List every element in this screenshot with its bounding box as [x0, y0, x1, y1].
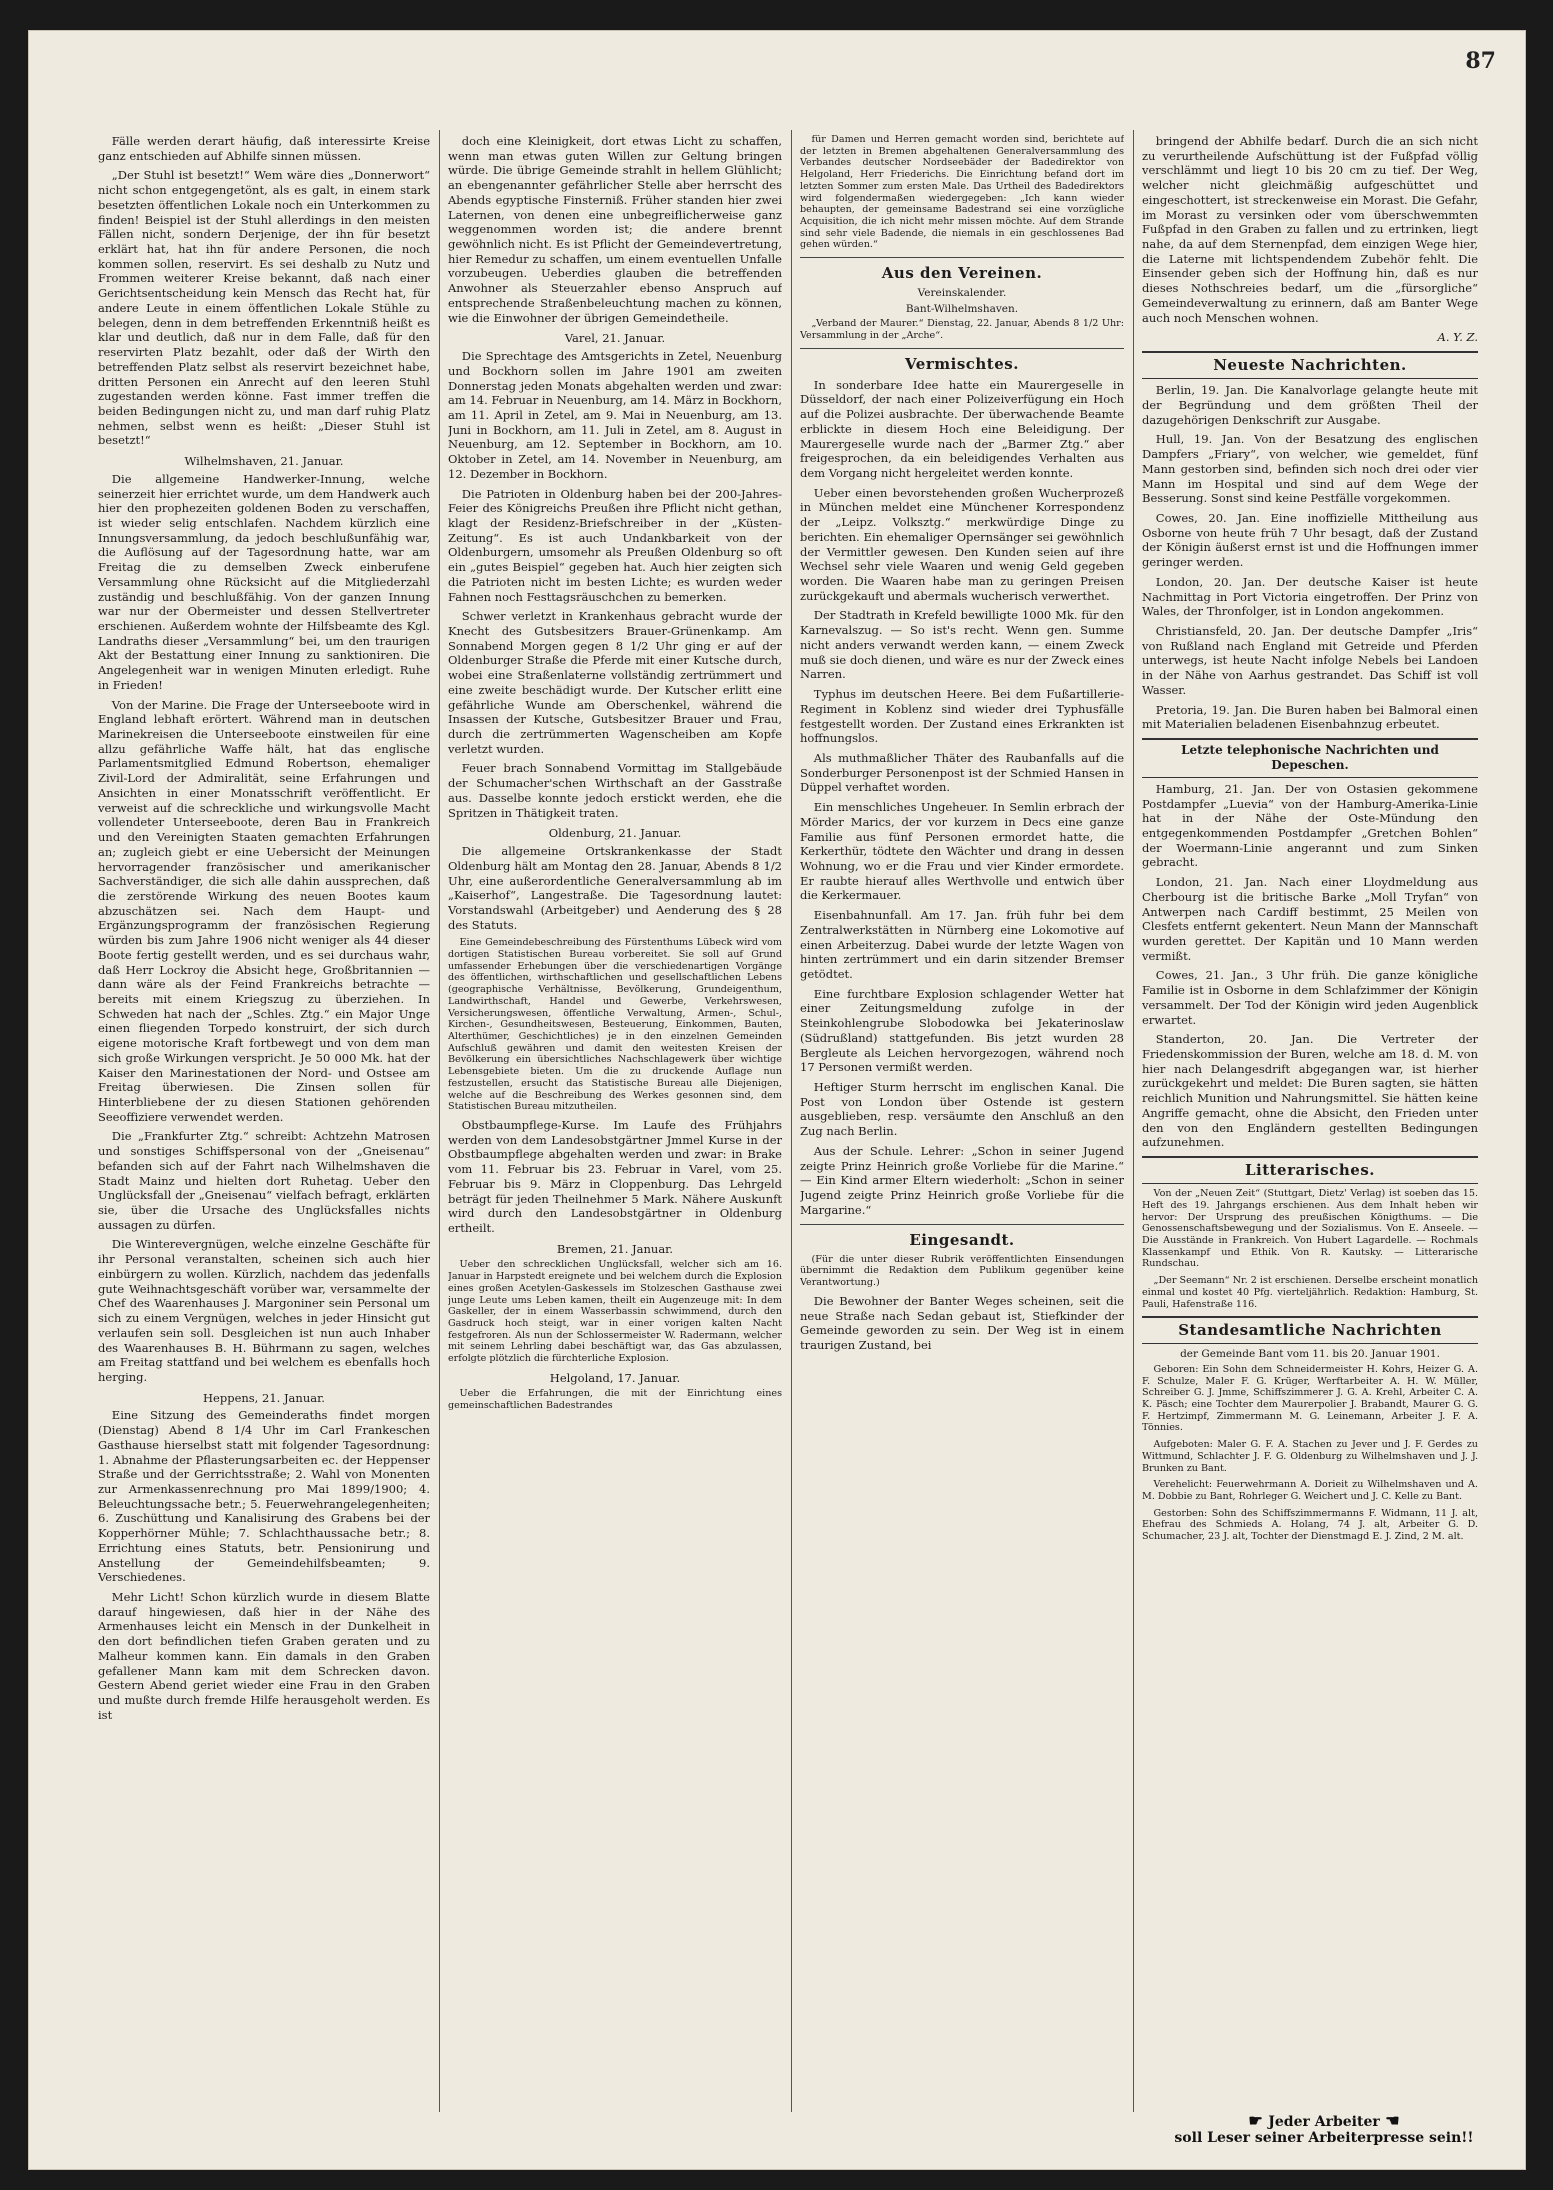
depesche-standerton: Standerton, 20. Jan. Die Vertreter der Friedenskommission der Buren, welche am 18. d. M. von hier nach Delangesdrift abgegangen war, ist hierher zurückgekehrt und meldet: Die Buren sagten, sie hätten reichlich Munition und Nahrungsmittel. Sie hätten keine Angriffe gemacht, ohne die Absicht, den Frieden unter den von den Engländern gestellten Bedingungen aufzunehmen. — [1142, 1032, 1478, 1150]
article-gemeinderath: Eine Sitzung des Gemeinderaths findet morgen (Dienstag) Abend 8 1/4 Uhr im Carl Frankeschen Gasthause hierselbst statt mit folgender Tagesordnung: 1. Abnahme der Pflasterungsarbeiten ec. der Heppenser Straße und der Gerrichtsstraße; 2. Wahl von Monenten zur Armenkassenrechnung pro Mai 1899/1900; 4. Beleuchtungssache betr.; 5. Feuerwehrangelegenheiten; 6. Zuschüttung und Kanalisirung des Grabens bei der Kopperhörner Mühle; 7. Schlachthaussache betr.; 8. Errichtung eines Statuts, betr. Pensionirung und Anstellung der Gemeindehilfsbeamten; 9. Verschiedenes. — [98, 1408, 430, 1585]
article-typhus: Typhus im deutschen Heere. Bei dem Fußartillerie-Regiment in Koblenz sind wieder drei Typhusfälle festgestellt worden. Der Zustand eines Erkrankten ist hoffnungslos. — [800, 687, 1124, 746]
section-heading-standesamt: Standesamtliche Nachrichten — [1178, 1321, 1442, 1340]
article-banter-weg: Die Bewohner der Banter Weges scheinen, seit die neue Straße nach Sedan gebaut ist, Stiefkinder der Gemeinde geworden zu sein. Der Weg ist in einem traurigen Zustand, bei — [800, 1293, 1124, 1352]
news-pretoria: Pretoria, 19. Jan. Die Buren haben bei Balmoral einen mit Materialien beladenen Eisenbahnzug erbeutet. — [1142, 702, 1478, 732]
news-hull: Hull, 19. Jan. Von der Besatzung des englischen Dampfers „Friary“, von welcher, wie gemeldet, fünf Mann gestorben sind, befinden sich noch drei oder vier Mann im Hospital und sind auf dem Wege der Besserung. Sonst sind keine Pestfälle vorgekommen. — [1142, 432, 1478, 506]
dateline-helgoland: Helgoland, 17. Januar. — [549, 1370, 681, 1385]
article-text: Fälle werden derart häufig, daß interessirte Kreise ganz entschieden auf Abhilfe sinnen müssen. — [98, 134, 430, 163]
article-stuhl: „Der Stuhl ist besetzt!“ Wem wäre dies „Donnerwort“ nicht schon entgegengetönt, als es galt, in einem stark besetzten öffentlichen Lokale noch ein Unterkommen zu finden! Beispiel ist der Stuhl allerdings in den meisten Fällen nicht, sondern Derjenige, der ihn für besetzt erklärt hat, hat ihn für andere Personen, die noch kommen sollen, reservirt. Es sei deshalb zu Nutz und Frommen weiterer Kreise bekannt, daß nach einer Gerichtsentscheidung kein Mensch das Recht hat, für andere Leute in einem öffentlichen Lokale Stühle zu belegen, denn in dem betreffenden Erkenntniß heißt es klar und deutlich, daß nur in dem Falle, daß für den reservirten Platz bezahlt, oder daß der Wirth den betreffenden Platz selbst als reservirt bezeichnet habe, dritten Personen ein Anrecht auf den leeren Stuhl zugestanden werden könne. Fast immer treffen die beiden Bedingungen nicht zu, und man darf ruhig Platz nehmen, selbst wenn es heißt: „Dieser Stuhl ist besetzt!“ — [98, 168, 430, 448]
news-london: London, 20. Jan. Der deutsche Kaiser ist heute Nachmittag in Port Victoria eingetroffen. Der Prinz von Wales, der Thronfolger, ist in London angekommen. — [1142, 574, 1478, 619]
news-berlin: Berlin, 19. Jan. Die Kanalvorlage gelangte heute mit der Begründung und dem größten Theil der dazugehörigen Denkschrift zur Ausgabe. — [1142, 383, 1478, 427]
article-explosion: Eine furchtbare Explosion schlagender Wetter hat einer Zeitungsmeldung zufolge in der Steinkohlengrube Slobodowka bei Jekaterinoslaw (Südrußland) stattgefunden. Bis jetzt wurden 28 Bergleute als Leichen hervorgezogen, während noch 17 Personen vermißt werden. — [800, 986, 1124, 1075]
article-banter-weg-cont: bringend der Abhilfe bedarf. Durch die an sich nicht zu verurtheilende Aufschüttung ist der Fußpfad völlig verschlämmt und liegt 10 bis 20 cm zu tief. Der Weg, welcher nicht gleichmäßig aufgeschüttet und eingeschottert, ist streckenweise ein Morast. Die Gefahr, im Morast zu versinken oder vom überschwemmten Fußpfad in den Graben zu fallen und zu ertrinken, liegt nahe, da auf dem Sternenpfad, dem einzigen Wege hier, die Laterne mit lichtspendendem Zubehör fehlt. Die Einsender geben sich der Hoffnung hin, daß es nur dieses Nothschreies bedarf, um die „fürsorgliche“ Gemeindeverwaltung zu erinnern, daß am Banter Wege auch noch Menschen wohnen. — [1142, 134, 1478, 325]
article-marine: Von der Marine. Die Frage der Unterseeboote wird in England lebhaft erörtert. Während man in deutschen Marinekreisen die Unterseeboote einstweilen für eine allzu gefährliche Waffe hält, hat das englische Parlamentsmitglied Edmund Robertson, ehemaliger Zivil-Lord der Admiralität, seine Erfahrungen und Ansichten in einer Monatsschrift veröffentlicht. Er verweist auf die schreckliche und wirkungsvolle Macht vollendeter Unterseeboote, deren Bau in Frankreich und den Vereinigten Staaten gemachten Erfahrungen an; zugleich giebt er eine Uebersicht der Meinungen hervorragender französischer und amerikanischer Sachverständiger, die sich alle dahin aussprechen, daß die zerstörende Wirkung des neuen Bootes kaum abzuschätzen sei. Nach dem Haupt- und Ergänzungsprogramm der französischen Regierung würden bis zum Jahre 1906 nicht weniger als 44 dieser Boote fertig gestellt werden, und es sei durchaus wahr, daß Herr Lockroy die Absicht hege, Großbritannien — dann wäre als der Feind Frankreichs betrachte — bereits mit einem Kriegszug zu überziehen. In Schweden hat nach der „Schles. Ztg.“ ein Major Unge einen fliegenden Torpedo konstruirt, der sich durch eigene motorische Kraft fortbewegt und von dem man sich große Wirkungen verspricht. Je 50 000 Mk. hat der Kaiser den Marinestationen der Nord- und Ostsee am Freitag überwiesen. Die Zinsen sollen für Hinterbliebene der zu diesen Stationen gehörenden Seeoffiziere verwendet werden. — [98, 697, 430, 1124]
column-divider — [1133, 130, 1134, 2112]
depesche-london: London, 21. Jan. Nach einer Lloydmeldung aus Cherbourg ist die britische Barke „Moll Tryfan“ von Antwerpen nach Cardiff bestimmt, 25 Meilen von Clesfets entfernt gekentert. Neun Mann der Mannschaft wurden gerettet. Der Kapitän und 10 Mann werden vermißt. — [1142, 875, 1478, 963]
article-wucher: Ueber einen bevorstehenden großen Wucherprozeß in München meldet eine Münchener Korrespondenz der „Leipz. Volksztg.“ merkwürdige Dinge zu berichten. Ein ehemaliger Opernsänger sei gewöhnlich der Vermittler gewesen. Den Kunden seien auf ihre Wechsel sehr viele Waaren und wenig Geld gegeben worden. Die Waaren habe man zu geringen Preisen zurückgekauft und abermals wucherisch verwerthet. — [800, 485, 1124, 603]
article-patrioten: Die Patrioten in Oldenburg haben bei der 200-Jahres-Feier des Königreichs Preußen ihre Pflicht nicht gethan, klagt der Residenz-Briefschreiber in der „Küsten-Zeitung“. Es ist auch Undankbarkeit von der Oldenburgern, umsomehr als Preußen Oldenburg so oft ein „gutes Beispiel“ gegeben hat. Auch hier zeigten sich die Patrioten nicht im besten Lichte; es wurden weder Fahnen noch Festtagsräuschchen zu bemerken. — [448, 486, 782, 604]
column-4 — [1142, 134, 1478, 2078]
standesamt-aufgeboten: Aufgeboten: Maler G. F. A. Stachen zu Jever und J. F. Gerdes zu Wittmund, Schlachter J. F. G. Oldenburg zu Wilhelmshaven und J. J. Brunken zu Bant. — [1142, 1439, 1478, 1474]
article-obstbaum: Obstbaumpflege-Kurse. Im Laufe des Frühjahrs werden von dem Landesobstgärtner Jmmel Kurse in der Obstbaumpflege abgehalten werden und zwar: in Brake vom 11. Februar bis 23. Februar in Varel, vom 25. Februar bis 9. März in Cloppenburg. Das Lehrgeld beträgt für jeden Theilnehmer 5 Mark. Nähere Auskunft wird durch den Landesobstgärtner in Oldenburg ertheilt. — [448, 1117, 782, 1235]
signature: A. Y. Z. — [1437, 330, 1478, 345]
divider-line — [800, 1224, 1124, 1225]
footer-line-1: Jeder Arbeiter — [1268, 2114, 1380, 2130]
article-gneisenau: Die „Frankfurter Ztg.“ schreibt: Achtzehn Matrosen und sonstiges Schiffspersonal von der „Gneisenau“ befanden sich auf der Fahrt nach Wilhelmshaven die Stadt Mainz und hielten dort Ruhetag. Ueber den Unglücksfall der „Gneisenau“ vielfach befragt, erklärten sie, über die Ursache des Unglücksfalles nichts aussagen zu dürfen. — [98, 1129, 430, 1232]
depesche-cowes: Cowes, 21. Jan., 3 Uhr früh. Die ganze königliche Familie ist in Osborne in dem Schlafzimmer der Königin versammelt. Der Tod der Königin wird jeden Augenblick erwartet. — [1142, 968, 1478, 1027]
article-licht-cont: doch eine Kleinigkeit, dort etwas Licht zu schaffen, wenn man etwas guten Willen zur Geltung bringen würde. Die übrige Gemeinde strahlt in hellem Glühlicht; an ebengenannter gefährlicher Stelle aber herrscht des Abends egyptische Finsterniß. Früher standen hier zwei Laternen, von denen eine unbegreiflicherweise ganz weggenommen worden ist; die andere brennt gewöhnlich nicht. Es ist Pflicht der Gemeindevertretung, hier Remedur zu schaffen, um einem eventuellen Unfalle vorzubeugen. Ueberdies glauben die betreffenden Anwohner als Steuerzahler ebenso Anspruch auf entsprechende Straßenbeleuchtung machen zu können, wie die Einwohner der übrigen Gemeindetheile. — [448, 134, 782, 325]
section-heading-vermischtes: Vermischtes. — [905, 354, 1019, 373]
article-unglueck: Ueber den schrecklichen Unglücksfall, welcher sich am 16. Januar in Harpstedt ereignete und bei welchem durch die Explosion eines großen Acetylen-Gaskessels im Stolzeschen Gasthause zwei junge Leute ums Leben kamen, theilt ein Augenzeuge mit: In dem Gaskeller, der in einem Wasserbassin schwimmend, durch den Gasdruck hoch steigt, war in einer vorigen kalten Nacht festgefroren. Als nun der Schlossermeister W. Radermann, welcher mit seinem Lehrling dabei beschäftigt war, das Gas abzulassen, erfolgte plötzlich die fürchterliche Explosion. — [448, 1259, 782, 1365]
vereinskalender-entry: „Verband der Maurer.“ Dienstag, 22. Januar, Abends 8 1/2 Uhr: Versammlung in der „Arche“. — [800, 318, 1124, 341]
column-divider — [439, 130, 440, 2112]
article-feuer: Feuer brach Sonnabend Vormittag im Stallgebäude der Schumacher'schen Wirthschaft an der Gasstraße aus. Dasselbe konnte jedoch erstickt werden, ehe die Spritzen in Thätigkeit traten. — [448, 761, 782, 820]
article-mehr-licht: Mehr Licht! Schon kürzlich wurde in diesem Blatte darauf hingewiesen, daß hier in der Nähe des Armenhauses leicht ein Mensch in der Dunkelheit in den dort befindlichen tiefen Graben geraten und zu Malheur kommen kann. Ein damals in den Graben gefallener Mann kam mit dem Schrecken davon. Gestern Abend geriet wieder eine Frau in den Graben und mußte durch fremde Hilfe herausgeholt werden. Es ist — [98, 1590, 430, 1722]
dateline-wilhelmshaven: Wilhelmshaven, 21. Januar. — [184, 454, 344, 469]
divider-line — [800, 257, 1124, 258]
article-verletzt: Schwer verletzt in Krankenhaus gebracht wurde der Knecht des Gutsbesitzers Brauer-Grünenkamp. Am Sonnabend Morgen gegen 8 1/2 Uhr ging er auf der Oldenburger Straße die Pferde mit einer Kutsche durch, wobei eine Straßenlaterne vollständig zertrümmert und eine zweite beschädigt wurde. Der Kutscher erlitt eine gefährliche Wunde am Oberschenkel, während die Insassen der Kutsche, Gutsbesitzer Brauer und Frau, durch die zertrümmerten Wagenscheiben am Kopfe verletzt wurden. — [448, 609, 782, 756]
article-winter: Die Winterevergnügen, welche einzelne Geschäfte für ihr Personal veranstalten, scheinen sich auch hier einbürgern zu wollen. Kürzlich, nachdem das jedenfalls gute Weihnachtsgeschäft vorüber war, versammelte der Chef des Waarenhauses J. Margoniner sein Personal um sich zu einem Vergnügen, welches in jeder Hinsicht gut verlaufen sein soll. Desgleichen ist nun auch Inhaber des Waarenhauses B. H. Bührmann zu sagen, welches am Freitag stattfand und bei welchem es ebenfalls hoch herging. — [98, 1237, 430, 1384]
page-number: 87 — [1465, 48, 1496, 74]
article-sturm: Heftiger Sturm herrscht im englischen Kanal. Die Post von London über Ostende ist gestern ausgeblieben, resp. versäumte den Anschluß an den Zug nach Berlin. — [800, 1080, 1124, 1139]
pointing-hand-icon: ☚ — [1379, 2111, 1400, 2130]
vereinskalender-heading: Vereinskalender. — [917, 287, 1007, 300]
article-idee: In sonderbare Idee hatte ein Maurergeselle in Düsseldorf, der nach einer Polizeiverfügung ein Hoch auf die Polizei ausbrachte. Der überwachende Beamte erblickte in diesem Hoch eine Beleidigung. Der Maurergeselle wurde nach der „Barmer Ztg.“ aber freigesprochen, da ein beleidigendes Verhalten aus dem Vorgang nicht hergeleitet werden konnte. — [800, 377, 1124, 480]
newspaper-page — [28, 30, 1526, 2170]
standesamt-geboren: Geboren: Ein Sohn dem Schneidermeister H. Kohrs, Heizer G. A. F. Schulze, Maler F. G. Krüger, Werftarbeiter A. H. W. Müller, Schreiber G. J. Jmme, Schiffszimmerer J. G. A. Krehl, Arbeiter C. A. K. Päsch; eine Tochter dem Maurerpolier J. Brabandt, Maurer G. G. F. Hertzimpf, Zimmermann M. G. Leinemann, Arbeiter J. F. A. Tönnies. — [1142, 1363, 1478, 1434]
litt-neue-zeit: Von der „Neuen Zeit“ (Stuttgart, Dietz' Verlag) ist soeben das 15. Heft des 19. Jahrgangs erschienen. Aus dem Inhalt heben wir hervor: Der Ursprung des preußischen Königthums. — Die Genossenschaftsbewegung und der Sozialismus. Von E. Anseele. — Die Ausstände in Frankreich. Von Hubert Lagardelle. — Rochmals Klassenkampf und Ethik. Von R. Kautsky. — Litterarische Rundschau. — [1142, 1188, 1478, 1270]
pointing-hand-icon: ☛ — [1248, 2111, 1269, 2130]
footer-line-2: soll Leser seiner Arbeiterpresse sein!! — [1174, 2130, 1474, 2146]
column-divider — [791, 130, 792, 2112]
article-badestrand-cont: für Damen und Herren gemacht worden sind, berichtete auf der letzten in Bremen abgehaltenen Generalversammlung des Verbandes deutscher Nordseebäder der Badedirektor von Helgoland, Herr Friederichs. Die Einrichtung befand dort im letzten Sommer zum ersten Male. Das Urtheil des Badedirektors wird folgendermaßen wiedergegeben: „Ich kann wieder behaupten, der gemeinsame Badestrand sei eine vorzügliche Acquisition, die ich nicht mehr missen möchte. Auf dem Strande sind sehr viele Badende, die niemals in ein geschlossenes Bad gehen würden.“ — [800, 134, 1124, 251]
article-ortskrankenkasse: Die allgemeine Ortskrankenkasse der Stadt Oldenburg hält am Montag den 28. Januar, Abends 8 1/2 Uhr, eine außerordentliche Generalversammlung ab im „Kaiserhof“, Langestraße. Die Tagesordnung lautet: Vorstandswahl (Arbeitgeber) und Aenderung des § 28 des Statuts. — [448, 844, 782, 932]
standesamt-gestorben: Gestorben: Sohn des Schiffszimmermanns F. Widmann, 11 J. alt, Ehefrau des Schmieds A. Holang, 74 J. alt, Arbeiter G. D. Schumacher, 23 J. alt, Tochter der Dienstmagd E. J. Zind, 2 M. alt. — [1142, 1507, 1478, 1543]
article-innung: Die allgemeine Handwerker-Innung, welche seinerzeit hier errichtet wurde, um dem Handwerk auch hier den prophezeiten goldenen Boden zu verschaffen, ist wieder selig entschlafen. Nachdem kürzlich eine Innungsversammlung, da jedoch beschlußunfähig war, die Auflösung auf der Tagesordnung hatte, war am Freitag die zu demselben Zweck einberufene Versammlung ohne Rücksicht auf die Mitgliederzahl zuständig und beschlußfähig. Von der ganzen Innung war nur der Obermeister und dessen Stellvertreter erschienen. Außerdem wohnte der Hilfsbeamte des Kgl. Landraths dieser „Versammlung“ bei, um den traurigen Akt der Bestattung einer Innung zu sanktioniren. Die Angelegenheit war in wenigen Minuten erledigt. Ruhe in Frieden! — [98, 471, 430, 692]
divider-line — [800, 348, 1124, 349]
article-ungeheuer: Ein menschliches Ungeheuer. In Semlin erbrach der Mörder Marics, der vor kurzem in Decs eine ganze Familie aus fünf Personen ermordet hatte, die Kerkerthür, tödtete den Wächter und drang in dessen Wohnung, wo er die Frau und vier Kinder ermordete. Er raubte hierauf alles Werthvolle und entwich über die Kerkermauer. — [800, 800, 1124, 903]
news-christiansfeld: Christiansfeld, 20. Jan. Der deutsche Dampfer „Iris“ von Rußland nach England mit Getreide und Pferden unterwegs, ist heute Nacht infolge Nebels bei Landoen in der Nähe von Aarhus gestrandet. Das Schiff ist voll Wasser. — [1142, 624, 1478, 697]
dateline-heppens: Heppens, 21. Januar. — [203, 1390, 325, 1405]
article-stadtrath: Der Stadtrath in Krefeld bewilligte 1000 Mk. für den Karnevalszug. — So ist's recht. Wenn gen. Summe nicht anders verwandt werden kann, — einem Zweck muß sie doch dienen, und wäre es nur der Zweck eines Narren. — [800, 608, 1124, 682]
depesche-hamburg: Hamburg, 21. Jan. Der von Ostasien gekommene Postdampfer „Luevia“ von der Hamburg-Amerika-Linie hat in der Nähe der Oste-Mündung den entgegenkommenden Postdampfer „Gretchen Bohlen“ der Woermann-Linie angerannt und zum Sinken gebracht. — [1142, 781, 1478, 870]
litt-seemann: „Der Seemann“ Nr. 2 ist erschienen. Derselbe erscheint monatlich einmal und kostet 40 Pfg. vierteljährlich. Redaktion: Hamburg, St. Pauli, Hafenstraße 116. — [1142, 1275, 1478, 1310]
standesamt-verehelicht: Verehelicht: Feuerwehrmann A. Dorieit zu Wilhelmshaven und A. M. Dobbie zu Bant, Rohrleger G. Weichert und J. C. Kelle zu Bant. — [1142, 1479, 1478, 1502]
column-3 — [800, 134, 1124, 2112]
standesamt-subtitle: der Gemeinde Bant vom 11. bis 20. Januar 1901. — [1180, 1348, 1440, 1361]
eingesandt-note: (Für die unter dieser Rubrik veröffentlichten Einsendungen übernimmt die Redaktion dem Publikum gegenüber keine Verantwortung.) — [800, 1253, 1124, 1289]
dateline-bremen: Bremen, 21. Januar. — [556, 1241, 674, 1256]
column-2 — [448, 134, 782, 2112]
section-heading-vereine: Aus den Vereinen. — [881, 264, 1043, 283]
section-heading-litterarisches: Litterarisches. — [1244, 1161, 1376, 1180]
section-heading-depeschen: Letzte telephonische Nachrichten und Depeschen. — [1181, 743, 1439, 773]
article-eisenbahn: Eisenbahnunfall. Am 17. Jan. früh fuhr bei dem Zentralwerkstätten in Nürnberg eine Lokomotive auf einen Arbeiterzug. Dabei wurde der letzte Wagen von hinten zertrümmert und ein darin sitzender Bremser getödtet. — [800, 908, 1124, 981]
article-raubanfall: Als muthmaßlicher Thäter des Raubanfalls auf die Sonderburger Personenpost ist der Schmied Hansen in Düppel verhaftet worden. — [800, 750, 1124, 795]
footer-banner — [1156, 2111, 1492, 2146]
news-cowes: Cowes, 20. Jan. Eine inoffizielle Mittheilung aus Osborne von heute früh 7 Uhr besagt, daß der Zustand der Königin äußerst ernst ist und die Hoffnungen immer geringer werden. — [1142, 511, 1478, 570]
section-heading-neueste: Neueste Nachrichten. — [1213, 356, 1407, 375]
section-heading-eingesandt: Eingesandt. — [909, 1230, 1015, 1249]
article-sprechtage: Die Sprechtage des Amtsgerichts in Zetel, Neuenburg und Bockhorn sollen im Jahre 1901 am zweiten Donnerstag jeden Monats abgehalten werden und zwar: am 14. Februar in Neuenburg, am 14. März in Bockhorn, am 11. April in Zetel, am 9. Mai in Neuenburg, am 13. Juni in Bockhorn, am 11. Juli in Zetel, am 8. August in Neuenburg, am 12. September in Bockhorn, am 10. Oktober in Zetel, am 14. November in Neuenburg, am 12. Dezember in Bockhorn. — [448, 349, 782, 481]
article-badestrand: Ueber die Erfahrungen, die mit der Einrichtung eines gemeinschaftlichen Badestrandes — [448, 1388, 782, 1412]
dateline-oldenburg: Oldenburg, 21. Januar. — [548, 826, 682, 841]
vereinskalender-place: Bant-Wilhelmshaven. — [905, 302, 1019, 315]
column-1 — [98, 134, 430, 2112]
article-schule: Aus der Schule. Lehrer: „Schon in seiner Jugend zeigte Prinz Heinrich große Vorliebe für die Marine.“ — Ein Kind armer Eltern wiederholt: „Schon in seiner Jugend zeigte Prinz Heinrich große Vorliebe für die Margarine.“ — [800, 1143, 1124, 1217]
article-gemeindebeschreibung: Eine Gemeindebeschreibung des Fürstenthums Lübeck wird vom dortigen Statistischen Bureau vorbereitet. Sie soll auf Grund umfassender Erhebungen über die verschiedenartigen Vorgänge des öffentlichen, wirthschaftlichen und gesellschaftlichen Lebens (geographische Verhältnisse, Bevölkerung, Grundeigenthum, Landwirthschaft, Handel und Gewerbe, Verkehrswesen, Versicherungswesen, öffentliche Verwaltung, Armen-, Schul-, Kirchen-, Gesundheitswesen, Besteuerung, Einkommen, Bauten, Alterthümer, Geschichtliches) je in den einzelnen Gemeinden Aufschluß gewähren und damit den weitesten Kreisen der Bevölkerung ein übersichtliches Nachschlagewerk über wichtige Lebensgebiete bieten. Um die zu druckende Auflage nun festzustellen, ersucht das Statistische Bureau alle Diejenigen, welche auf die Beschreibung des Werkes gesonnen sind, dem Statistischen Bureau mitzutheilen. — [448, 937, 782, 1113]
dateline-varel: Varel, 21. Januar. — [564, 331, 666, 346]
